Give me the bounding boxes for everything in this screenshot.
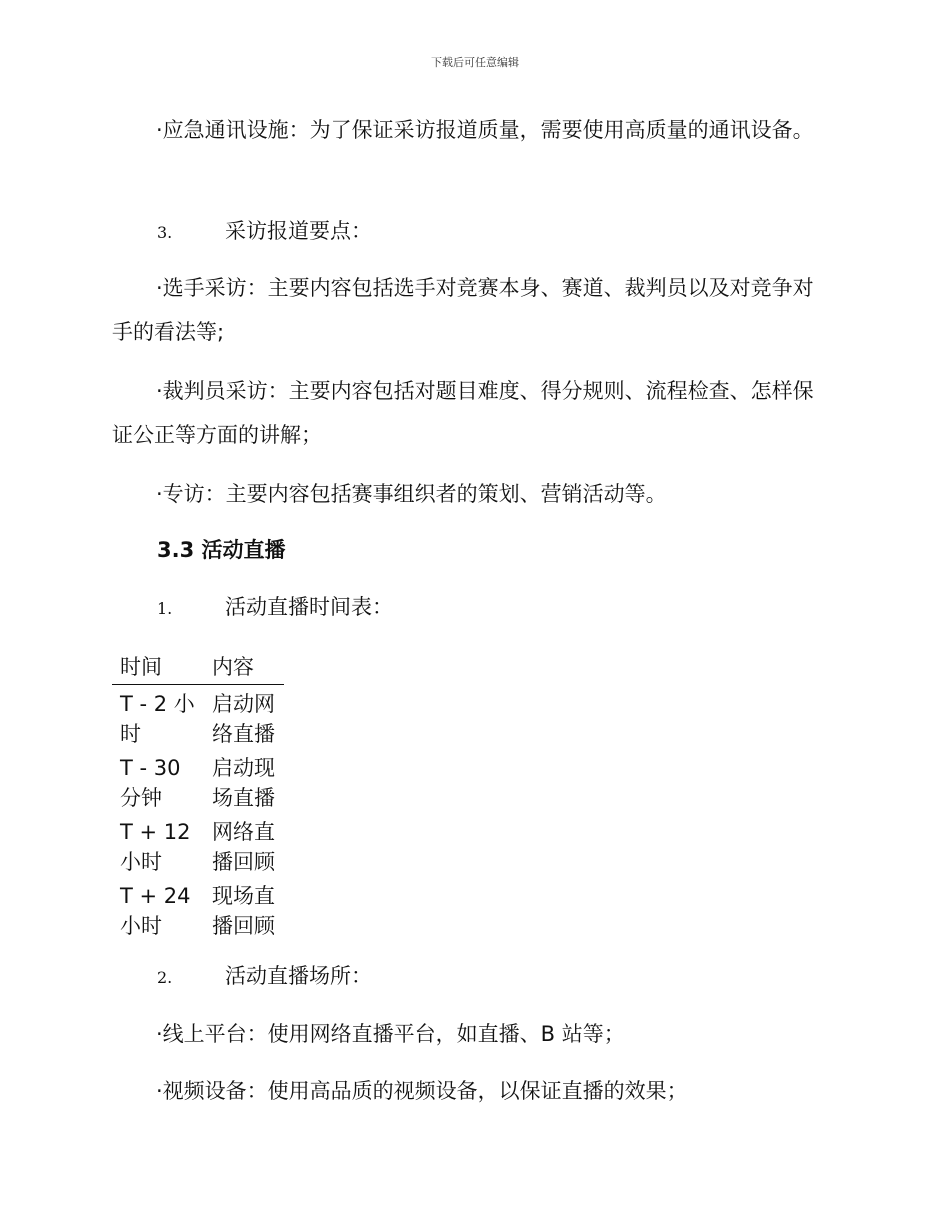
table-row <box>112 813 284 877</box>
list-text: 活动直播时间表： <box>225 595 393 619</box>
list-item-2 <box>157 961 372 993</box>
page-header: 下载后可任意编辑 <box>431 56 519 69</box>
list-number: 3. <box>157 223 173 242</box>
cell-time: T + 12 小时 <box>120 820 191 874</box>
column-header-content: 内容 <box>204 652 284 685</box>
cell-content: 网络直播回顾 <box>212 820 275 874</box>
list-number: 1. <box>157 599 173 618</box>
table-row <box>112 877 284 941</box>
section-heading: 3.3 活动直播 <box>157 538 286 562</box>
cell-time: T + 24 小时 <box>120 884 191 938</box>
paragraph-online-platform: ·线上平台：使用网络直播平台，如直播、B 站等； <box>156 1022 625 1046</box>
list-item-1 <box>157 592 393 624</box>
cell-time: T - 2 小时 <box>120 692 195 746</box>
paragraph-special-interview: ·专访：主要内容包括赛事组织者的策划、营销活动等。 <box>156 482 667 506</box>
table-header-row <box>112 652 284 685</box>
paragraph-player-interview: ·选手采访：主要内容包括选手对竞赛本身、赛道、裁判员以及对竞争对手的看法等; <box>112 276 814 344</box>
paragraph-emergency-comm: ·应急通讯设施：为了保证采访报道质量，需要使用高质量的通讯设备。 <box>156 118 814 142</box>
list-text: 采访报道要点： <box>225 219 372 243</box>
table-row <box>112 749 284 813</box>
cell-content: 现场直播回顾 <box>212 884 275 938</box>
cell-time: T - 30 分钟 <box>120 756 181 810</box>
paragraph-referee-interview: ·裁判员采访：主要内容包括对题目难度、得分规则、流程检查、怎样保证公正等方面的讲解； <box>112 379 814 447</box>
table-row <box>112 685 284 750</box>
cell-content: 启动网络直播 <box>212 692 275 746</box>
list-number: 2. <box>157 968 173 987</box>
cell-content: 启动现场直播 <box>212 756 275 810</box>
paragraph-video-equipment: ·视频设备：使用高品质的视频设备，以保证直播的效果； <box>156 1079 688 1103</box>
column-header-time: 时间 <box>112 652 204 685</box>
schedule-table <box>112 652 284 941</box>
list-item-3 <box>157 216 372 248</box>
list-text: 活动直播场所： <box>225 964 372 988</box>
